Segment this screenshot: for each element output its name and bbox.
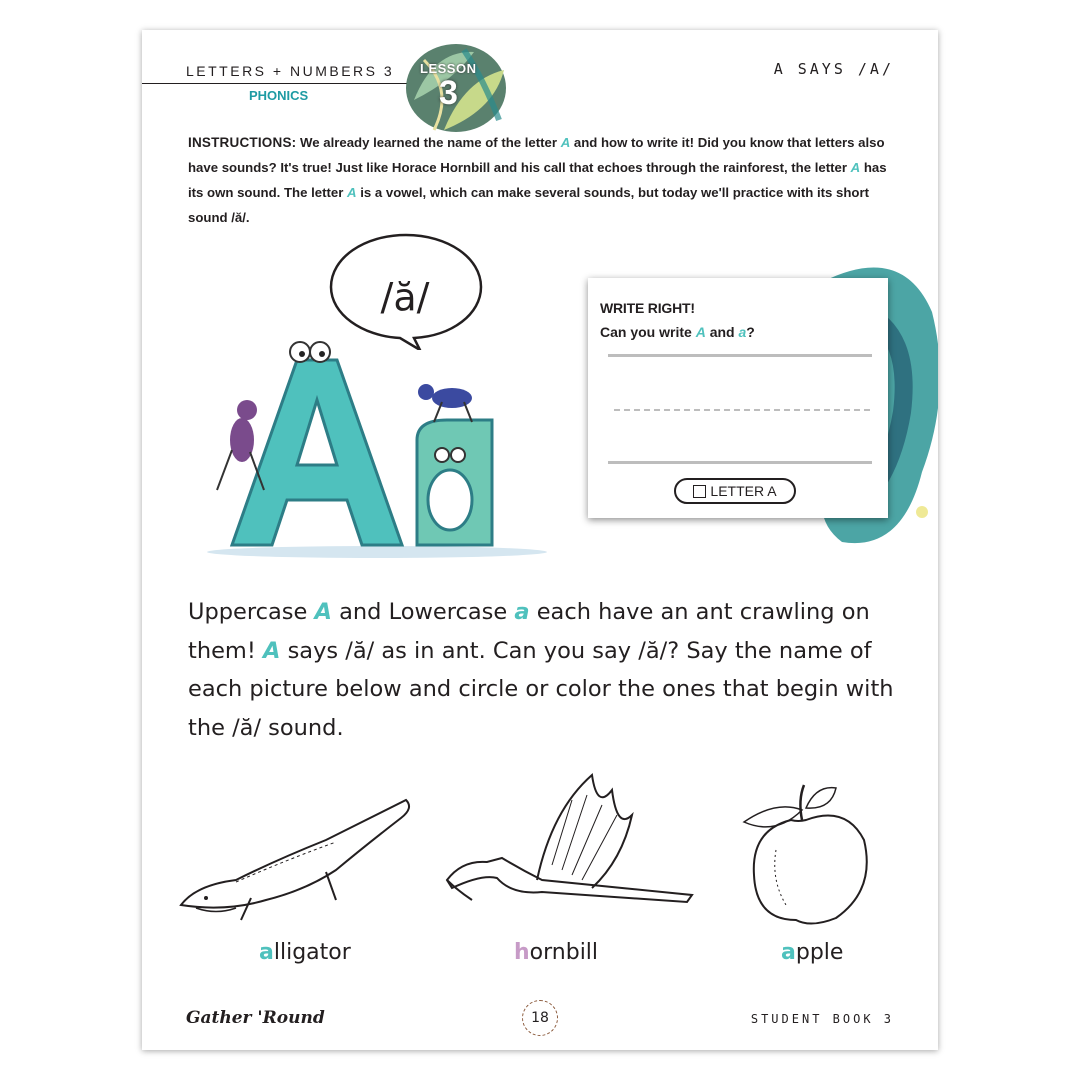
write-right-card	[588, 278, 888, 518]
book-title: STUDENT BOOK 3	[750, 1012, 894, 1026]
letter-a-checkbox[interactable]: LETTER A	[674, 478, 796, 504]
short-a-sound: /ă/	[380, 275, 430, 319]
instructions-text: INSTRUCTIONS: We already learned the name of the letter A and how to write it! Did you know that letters also have sounds? It's true! Just like Horace Hornbill and his call that echoes through the rainforest, the letter A has its own sound. The letter A is a vowel, which can make several sounds, but today we'll practice with its short sound /ă/.	[188, 135, 887, 225]
word-alligator: alligator	[259, 940, 351, 965]
card-question: Can you write A and a?	[600, 324, 755, 340]
hornbill-picture[interactable]	[442, 770, 702, 920]
writing-top-line[interactable]	[608, 354, 872, 357]
writing-base-line[interactable]	[608, 461, 872, 464]
subject-label: PHONICS	[249, 88, 309, 103]
letters-a-with-ants-art	[202, 340, 552, 560]
brand-logo: Gather 'Round	[186, 1008, 325, 1028]
word-apple: apple	[781, 940, 844, 965]
apple-picture[interactable]	[736, 780, 876, 930]
word-hornbill: hornbill	[514, 940, 599, 965]
checkbox-icon[interactable]	[693, 485, 706, 498]
header-rule	[142, 83, 407, 84]
worksheet-page	[142, 30, 938, 1050]
series-title: LETTERS + NUMBERS 3	[186, 63, 395, 79]
page-number: 18	[522, 1000, 558, 1036]
writing-mid-dashed-line[interactable]	[614, 409, 870, 411]
lesson-paragraph: Uppercase A and Lowercase a each have an ant crawling on them! A says /ă/ as in ant. Can you say /ă/? Say the name of each picture below and circle or color the ones that begin with the /ă/ sound.	[188, 599, 894, 741]
instructions-label: INSTRUCTIONS:	[188, 135, 297, 150]
lesson-number: 3	[439, 74, 458, 112]
card-title: WRITE RIGHT!	[600, 300, 695, 316]
alligator-picture[interactable]	[176, 790, 416, 925]
lesson-label: LESSON	[420, 61, 477, 76]
lesson-topic: A SAYS /A/	[773, 60, 894, 78]
